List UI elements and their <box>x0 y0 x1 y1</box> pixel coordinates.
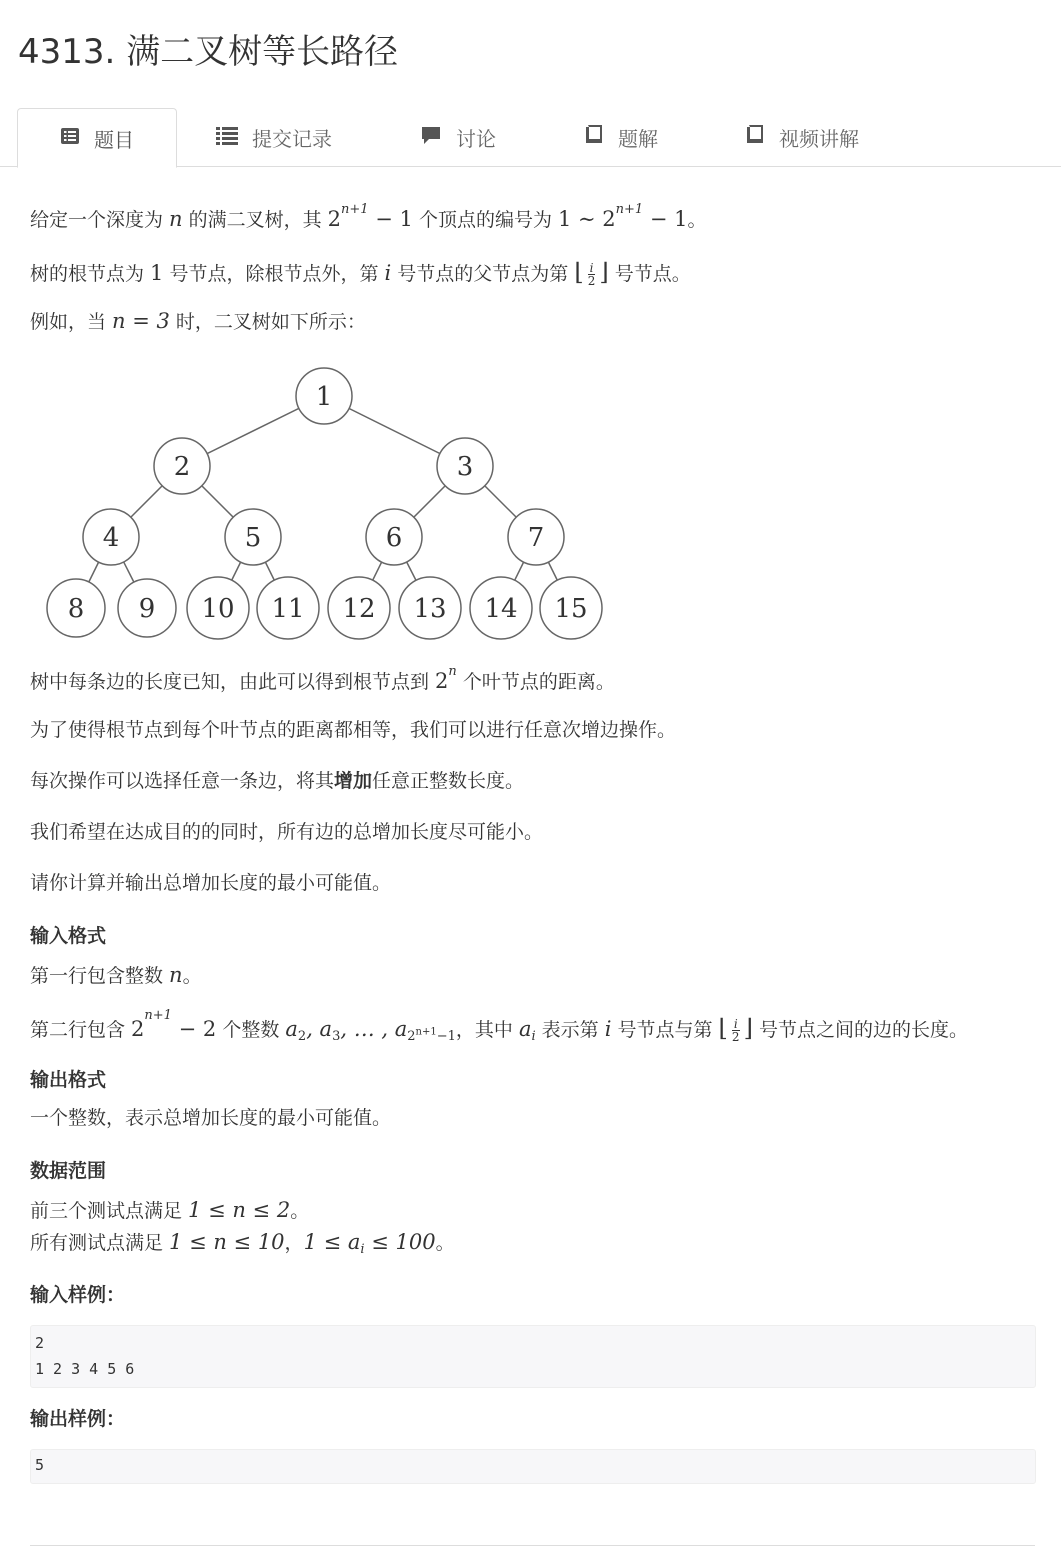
tab-submissions[interactable] <box>216 108 332 166</box>
input-format-heading: 输入格式 <box>30 925 107 947</box>
tab-bar <box>0 108 1061 167</box>
divider <box>30 1545 1035 1546</box>
tree-node <box>154 438 210 494</box>
sample-input-block[interactable] <box>30 1325 1036 1388</box>
output-format-heading: 输出格式 <box>30 1069 107 1091</box>
list-alt-icon <box>60 126 80 151</box>
desc-paragraph-2: 树的根节点为 1 号节点，除根节点外，第 i 号节点的父节点为第 ⌊ $\frac{i}{2}$ ⌋ 号节点。 <box>30 258 691 288</box>
code-line: 5 <box>35 1456 45 1474</box>
tree-node <box>328 577 390 639</box>
tab-discussion-label: 讨论 <box>456 126 496 151</box>
desc-paragraph-7: 我们希望在达成目的的同时，所有边的总增加长度尽可能小。 <box>30 821 544 843</box>
fraction: $\frac{i}{2}$ <box>731 1017 740 1044</box>
constraints-line-1: 前三个测试点满足 1 ≤ n ≤ 2。 <box>30 1198 310 1222</box>
sample-output-heading: 输出样例： <box>30 1408 126 1430</box>
tab-discussion[interactable] <box>420 108 496 166</box>
tree-node <box>225 509 281 565</box>
constraints-heading: 数据范围 <box>30 1160 107 1182</box>
tree-node <box>47 579 105 637</box>
code-line: 1 2 3 4 5 6 <box>35 1360 135 1378</box>
list-icon <box>216 125 238 150</box>
svg-text:5: 5 <box>244 523 262 553</box>
book-icon <box>584 124 604 151</box>
tab-problem[interactable] <box>17 108 177 168</box>
svg-text:13: 13 <box>413 594 447 624</box>
tree-node <box>540 577 602 639</box>
tab-video-label: 视频讲解 <box>779 126 859 151</box>
svg-text:7: 7 <box>527 523 545 553</box>
tree-node <box>187 577 249 639</box>
svg-text:9: 9 <box>138 594 156 624</box>
code-line: 2 <box>35 1334 45 1352</box>
tree-node <box>118 579 176 637</box>
tree-node <box>257 577 319 639</box>
tree-node <box>366 509 422 565</box>
output-format-text: 一个整数，表示总增加长度的最小可能值。 <box>30 1107 392 1129</box>
desc-paragraph-8: 请你计算并输出总增加长度的最小可能值。 <box>30 872 392 894</box>
page-title: 4313. 满二叉树等长路径 <box>18 32 399 72</box>
constraints-line-2: 所有测试点满足 1 ≤ n ≤ 10，$1 \le a_i \le 100$。 <box>30 1230 455 1257</box>
svg-text:12: 12 <box>342 594 376 624</box>
tree-nodes <box>47 368 602 639</box>
desc-paragraph-6: 每次操作可以选择任意一条边，将其增加任意正整数长度。 <box>30 770 525 792</box>
binary-tree-diagram <box>45 365 620 643</box>
tree-node <box>296 368 352 424</box>
svg-text:8: 8 <box>67 594 85 624</box>
tab-problem-label: 题目 <box>94 127 134 152</box>
book-icon <box>745 124 765 151</box>
svg-text:15: 15 <box>554 594 588 624</box>
svg-text:11: 11 <box>271 594 305 624</box>
desc-paragraph-4: 树中每条边的长度已知，由此可以得到根节点到 2$^n$ 个叶节点的距离。 <box>30 664 615 693</box>
svg-text:10: 10 <box>201 594 235 624</box>
svg-text:2: 2 <box>173 452 191 482</box>
desc-paragraph-5: 为了使得根节点到每个叶节点的距离都相等，我们可以进行任意次增边操作。 <box>30 719 677 741</box>
tab-submissions-label: 提交记录 <box>252 126 332 151</box>
svg-text:1: 1 <box>315 382 333 412</box>
comment-icon <box>420 125 442 150</box>
svg-text:14: 14 <box>484 594 518 624</box>
svg-text:6: 6 <box>385 523 403 553</box>
desc-paragraph-1: 给定一个深度为 n 的满二叉树，其 $2^{n+1} - 1$ 个顶点的编号为 1 ∼ $2^{n+1} - 1$。 <box>30 202 707 231</box>
input-format-line-1: 第一行包含整数 n。 <box>30 963 202 987</box>
tree-node <box>470 577 532 639</box>
sample-input-heading: 输入样例： <box>30 1284 126 1306</box>
desc-paragraph-3: 例如，当 n = 3 时，二叉树如下所示： <box>30 309 366 333</box>
input-format-line-2: 第二行包含 $2^{n+1} - 2$ 个整数 $a_2$, $a_3$, … , $a_{2^{n+1}-1}$，其中 $a_i$ 表示第 i 号节点与第 ⌊ $\frac{i}{2}$ ⌋ 号节点之间的边的长度。 <box>30 1008 968 1044</box>
fraction: $\frac{i}{2}$ <box>587 261 596 288</box>
tree-node <box>399 577 461 639</box>
svg-text:4: 4 <box>102 523 120 553</box>
tab-solutions-label: 题解 <box>618 126 658 151</box>
tree-node <box>508 509 564 565</box>
tab-solutions[interactable] <box>584 108 658 166</box>
tree-node <box>83 509 139 565</box>
tab-video[interactable] <box>745 108 859 166</box>
sample-output-block[interactable] <box>30 1449 1036 1484</box>
tree-node <box>437 438 493 494</box>
svg-text:3: 3 <box>456 452 474 482</box>
